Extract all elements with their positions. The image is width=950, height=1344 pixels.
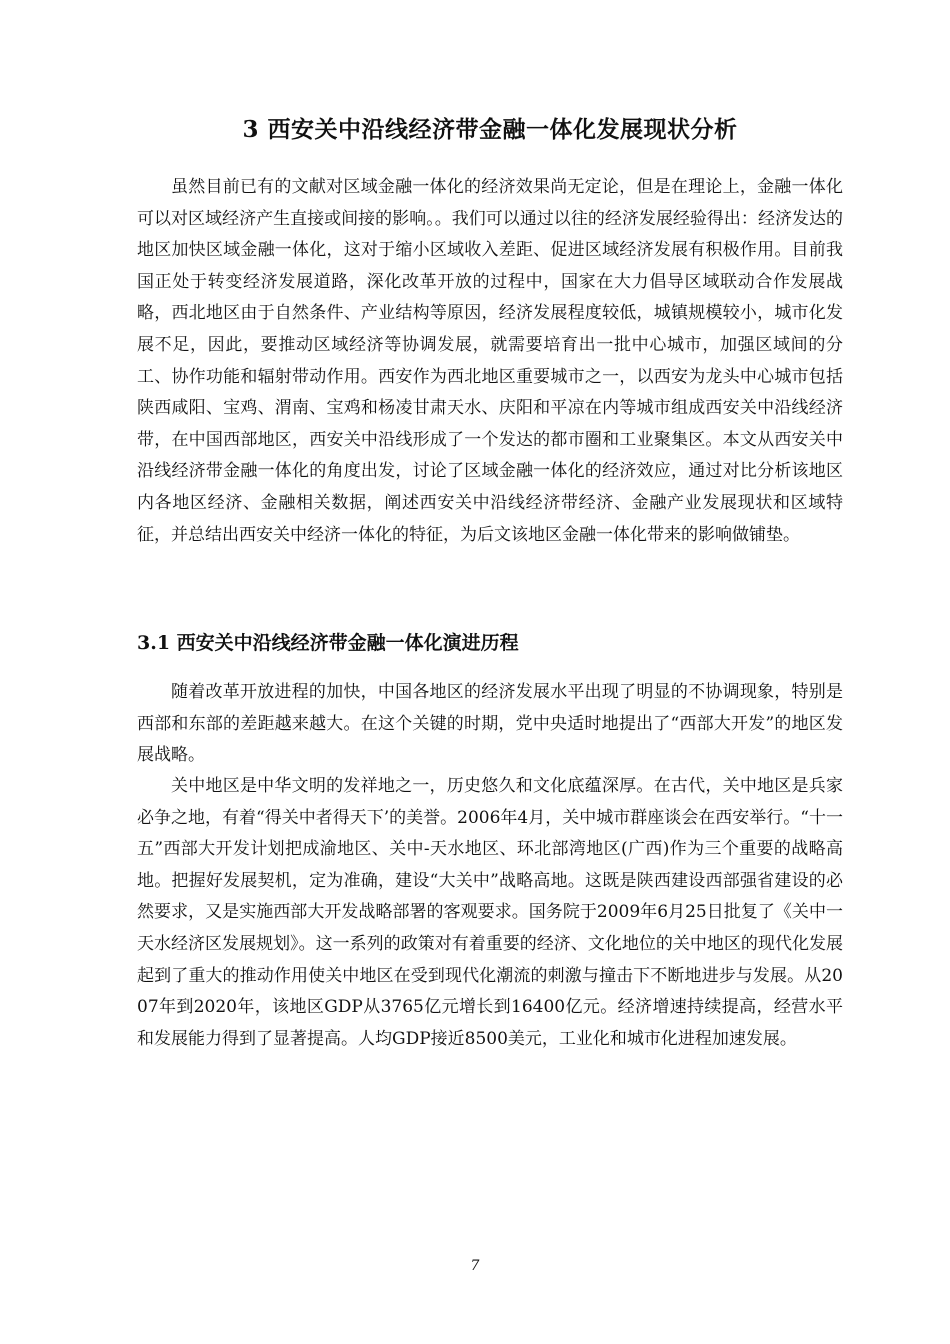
section-title: 3.1 西安关中沿线经济带金融一体化演进历程 [137, 632, 519, 654]
body-paragraph-1: 虽然目前已有的文献对区域金融一体化的经济效果尚无定论，但是在理论上，金融一体化可以对区域经济产生直接或间接的影响。。我们可以通过以往的经济发展经验得出：经济发达的地区加快区域金融一体化，这对于缩小区域收入差距、促进区域经济发展有积极作用。目前我国正处于转变经济发展道路，深化改革开放的过程中，国家在大力倡导区域联动合作发展战略，西北地区由于自然条件、产业结构等原因，经济发展程度较低，城镇规模较小，城市化发展不足，因此，要推动区域经济等协调发展，就需要培育出一批中心城市，加强区域间的分工、协作功能和辐射带动作用。西安作为西北地区重要城市之一，以西安为龙头中心城市包括陕西咸阳、宝鸡、渭南、宝鸡和杨凌甘肃天水、庆阳和平凉在内等城市组成西安关中沿线经济带，在中国西部地区，西安关中沿线形成了一个发达的都市圈和工业聚集区。本文从西安关中沿线经济带金融一体化的角度出发，讨论了区域金融一体化的经济效应，通过对比分析该地区内各地区经济、金融相关数据，阐述西安关中沿线经济带经济、金融产业发展现状和区域特征，并总结出西安关中经济一体化的特征，为后文该地区金融一体化带来的影响做铺垫。 [137, 177, 843, 545]
chapter-title: 3 西安关中沿线经济带金融一体化发展现状分析 [242, 116, 738, 143]
page-number: 7 [470, 1258, 480, 1274]
body-paragraph-2: 随着改革开放进程的加快，中国各地区的经济发展水平出现了明显的不协调现象，特别是西部和东部的差距越来越大。在这个关键的时期，党中央适时地提出了“西部大开发”的地区发展战略。 [137, 682, 843, 766]
body-paragraph-3: 关中地区是中华文明的发祥地之一，历史悠久和文化底蕴深厚。在古代，关中地区是兵家必争之地，有着“得关中者得天下’的美誉。2006年4月，关中城市群座谈会在西安举行。“十一五”西部大开发计划把成渝地区、关中-天水地区、环北部湾地区(广西)作为三个重要的战略高地。把握好发展契机，定为准确，建设“大关中”战略高地。这既是陕西建设西部强省建设的必然要求，又是实施西部大开发战略部署的客观要求。国务院于2009年6月25日批复了《关中一天水经济区发展规划》。这一系列的政策对有着重要的经济、文化地位的关中地区的现代化发展起到了重大的推动作用使关中地区在受到现代化潮流的刺激与撞击下不断地进步与发展。从2007年到2020年，该地区GDP从3765亿元增长到16400亿元。经济增速持续提高，经营水平和发展能力得到了显著提高。人均GDP接近8500美元，工业化和城市化进程加速发展。 [137, 776, 843, 1049]
